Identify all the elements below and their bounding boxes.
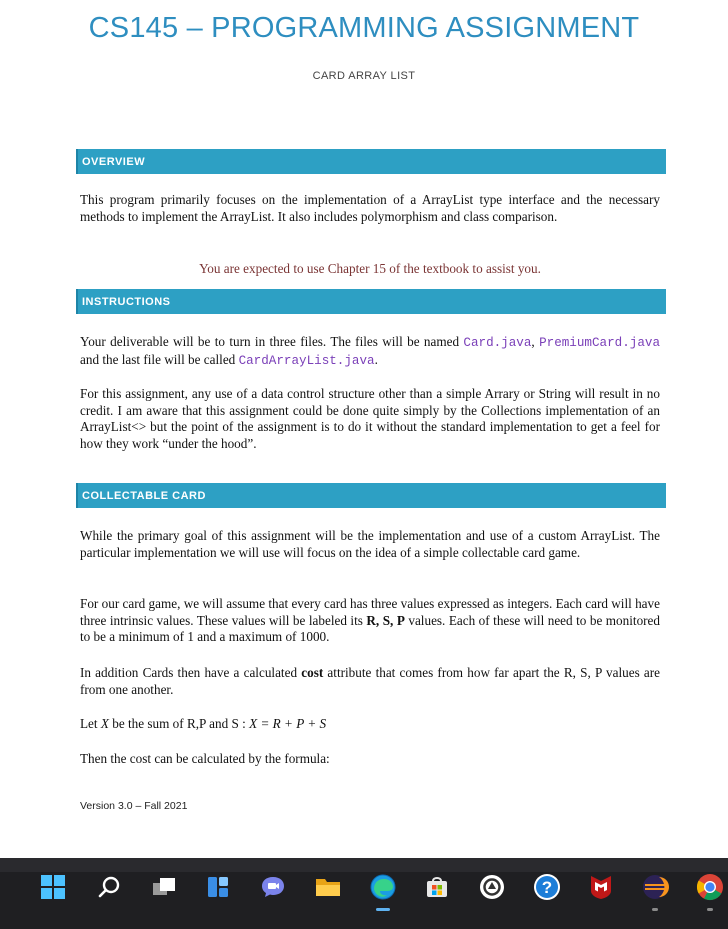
section-heading-overview: OVERVIEW [76, 149, 666, 174]
version-footer: Version 3.0 – Fall 2021 [80, 800, 188, 812]
help-icon[interactable] [532, 872, 562, 902]
instructions-paragraph-1: Your deliverable will be to turn in three files. The files will be named Card.java, PremiumCard.java and the last file will be called CardArrayList.java. [80, 334, 660, 368]
collectable-paragraph-2: For our card game, we will assume that every card has three values expressed as integers. Each card will have three intrinsic values. These values will be labeled its R, S, P values. Each of these will need to be monitored to be a minimum of 1 and a maximum of 1000. [80, 596, 660, 645]
chrome-running-indicator [707, 908, 713, 911]
windows-start-icon[interactable] [38, 872, 68, 902]
edge-active-indicator [376, 908, 390, 911]
page-subtitle: CARD ARRAY LIST [312, 70, 416, 82]
sum-formula: X = R + P + S [249, 716, 327, 731]
app-icon[interactable] [477, 872, 507, 902]
eclipse-running-indicator [652, 908, 658, 911]
collectable-paragraph-1: While the primary goal of this assignment will be the implementation and use of a custom ArrayList. The particular implementation we will use will focus on the idea of a simple collectable card game. [80, 528, 660, 560]
chrome-icon[interactable] [695, 872, 725, 902]
overview-paragraph: This program primarily focuses on the implementation of a ArrayList type interface and the necessary methods to implement the ArrayList. It also includes polymorphism and class comparison. [80, 192, 660, 224]
teams-chat-icon[interactable] [258, 872, 288, 902]
edge-browser-icon[interactable] [368, 872, 398, 902]
widgets-icon[interactable] [203, 872, 233, 902]
mcafee-icon[interactable] [586, 872, 616, 902]
section-heading-collectable-card: COLLECTABLE CARD [76, 483, 666, 508]
microsoft-store-icon[interactable] [422, 872, 452, 902]
instructions-paragraph-2: For this assignment, any use of a data control structure other than a simple Arrary or String will result in no credit. I am aware that this assignment could be done quite simply by the Collections implementation of an ArrayList<> but the point of the assignment is to do it without the standard implementation to get a feel for how they work “under the hood”. [80, 386, 660, 451]
task-view-icon[interactable] [149, 872, 179, 902]
search-icon[interactable] [94, 872, 124, 902]
svg-text:?: ? [541, 878, 553, 897]
page-title: CS145 – PROGRAMMING ASSIGNMENT [88, 12, 640, 44]
eclipse-icon[interactable] [640, 872, 670, 902]
section-heading-instructions: INSTRUCTIONS [76, 289, 666, 314]
file-name-premiumcard: PremiumCard.java [539, 336, 660, 350]
collectable-paragraph-5: Then the cost can be calculated by the formula: [80, 751, 330, 766]
file-name-card: Card.java [463, 336, 532, 350]
collectable-paragraph-4: Let X be the sum of R,P and S : X = R + P + S [80, 716, 327, 731]
overview-note: You are expected to use Chapter 15 of the textbook to assist you. [199, 261, 541, 276]
file-explorer-icon[interactable] [313, 872, 343, 902]
file-name-cardarraylist: CardArrayList.java [238, 353, 375, 368]
collectable-paragraph-3: In addition Cards then have a calculated cost attribute that comes from how far apart the R, S, P values are from one another. [80, 665, 660, 697]
taskbar [0, 858, 728, 929]
taskbar-top-strip [0, 858, 728, 872]
page-gap [0, 830, 728, 858]
